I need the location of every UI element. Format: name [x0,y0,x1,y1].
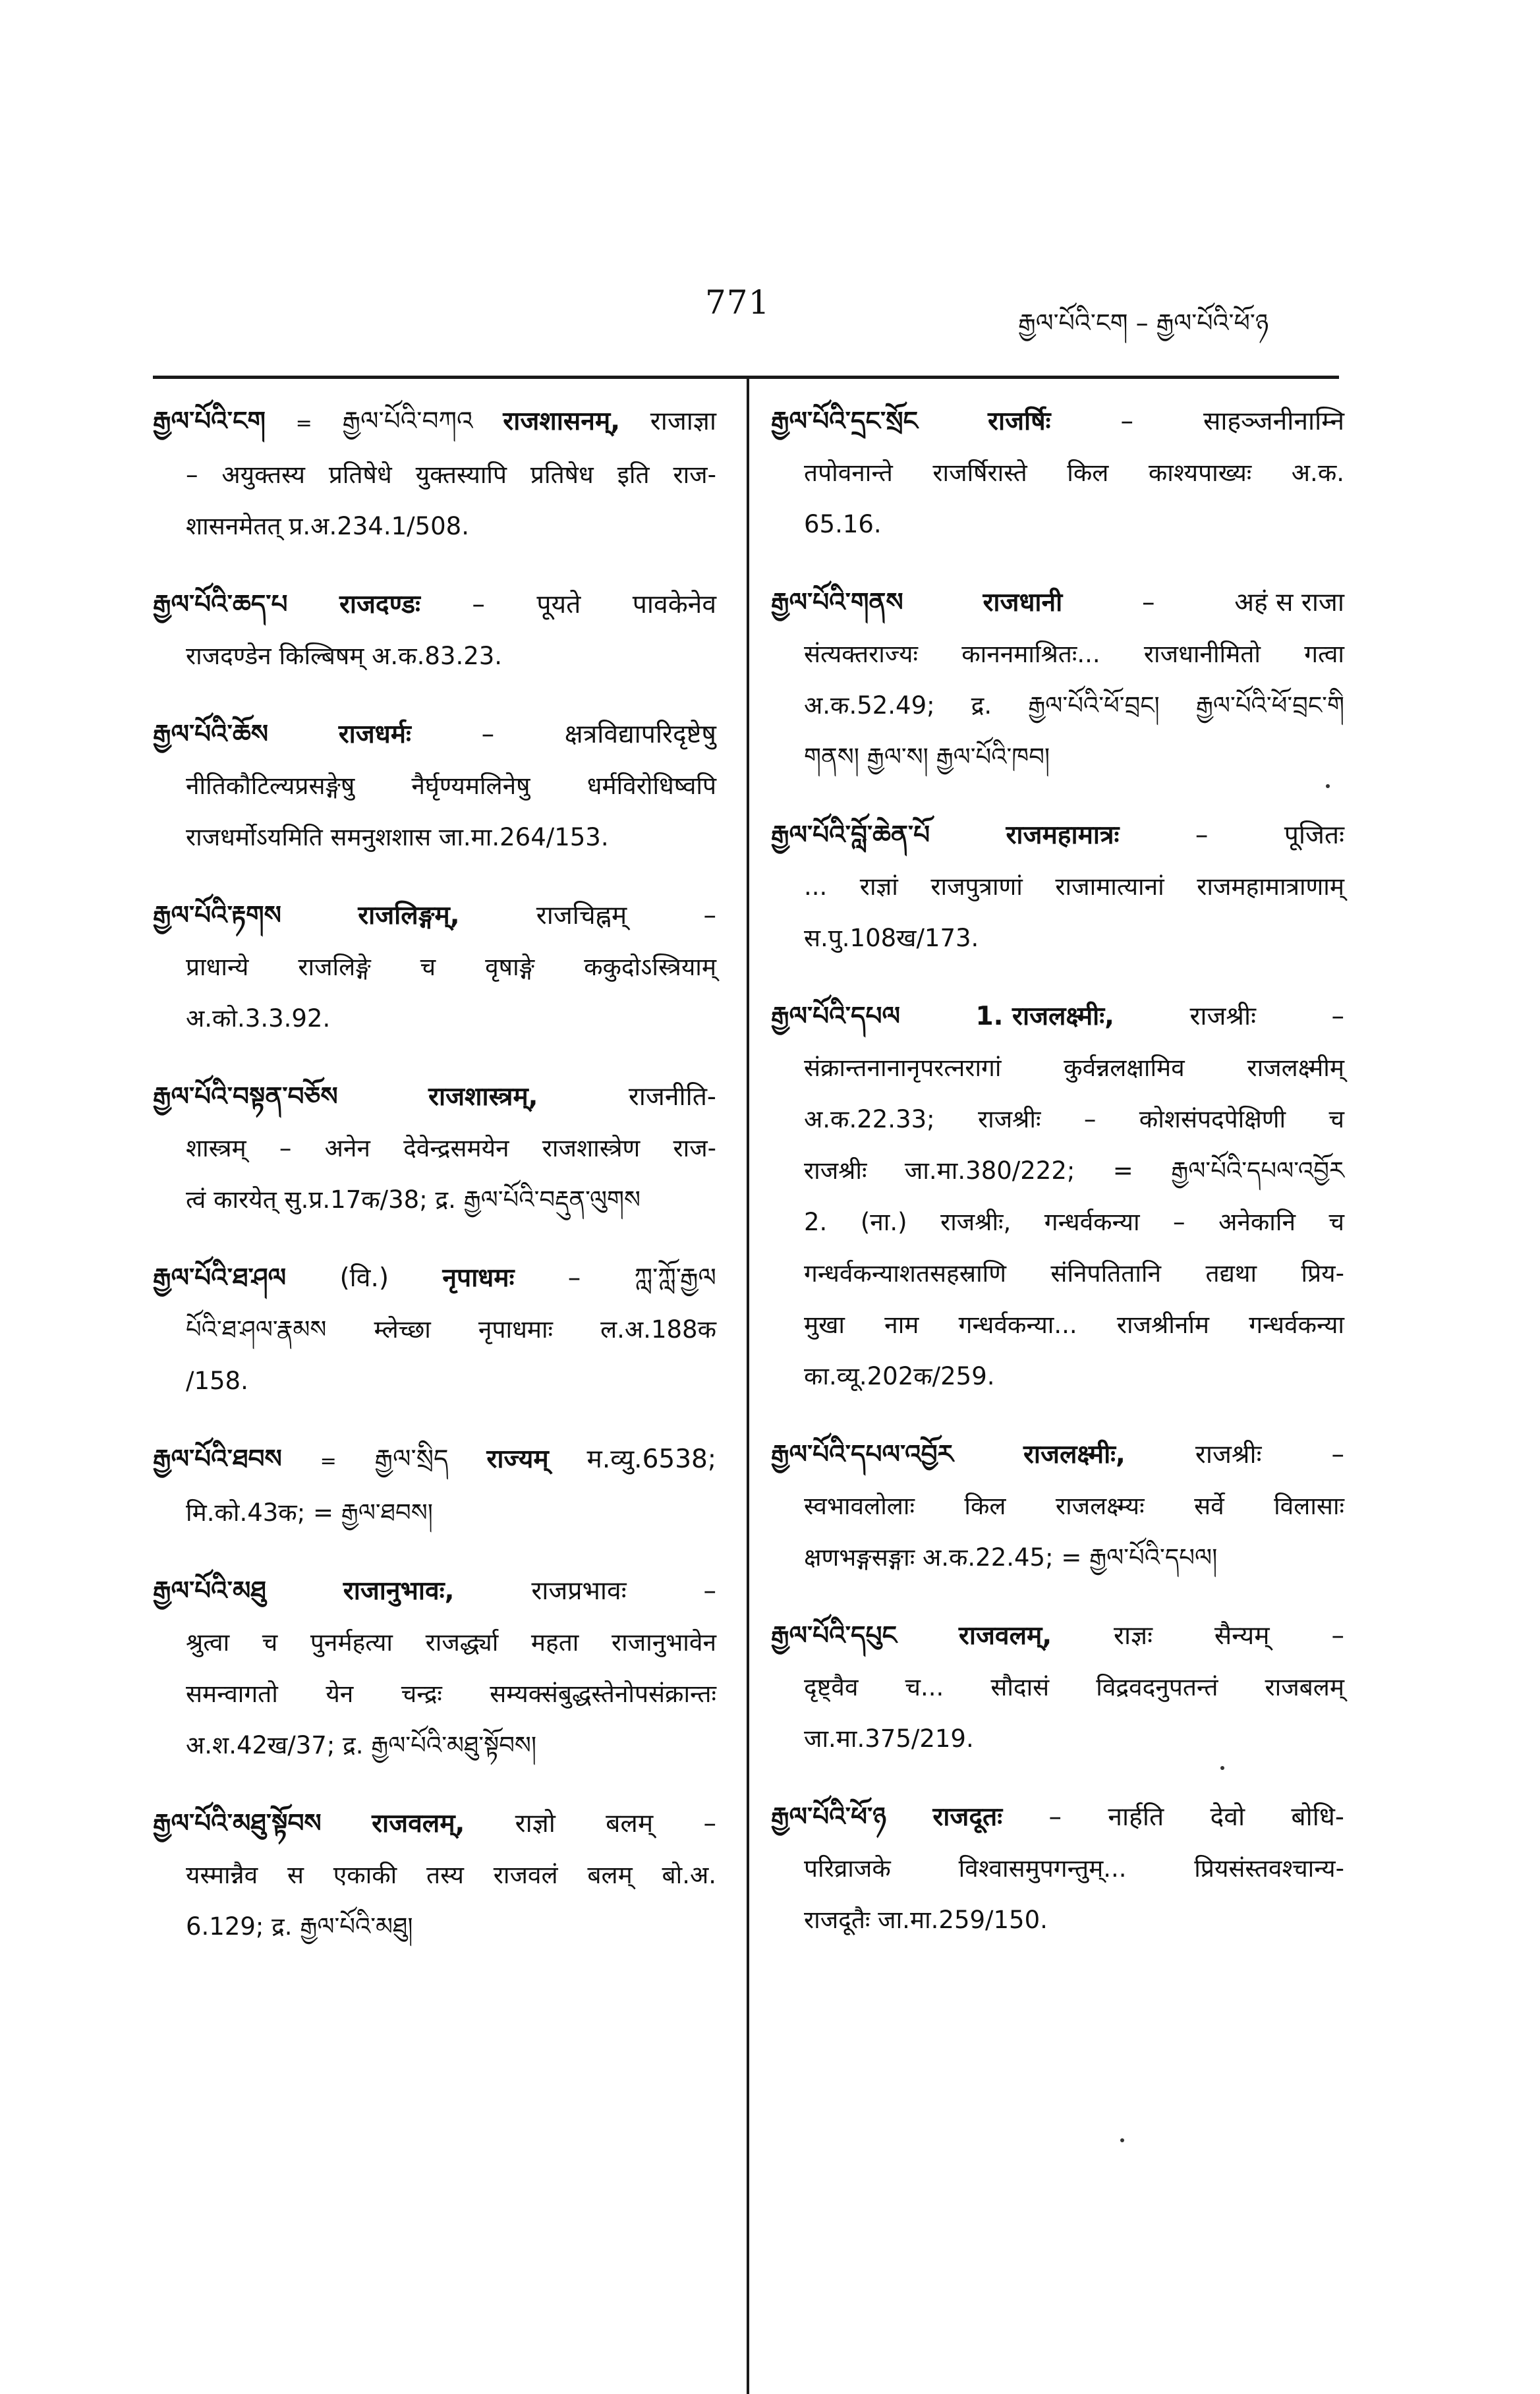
sanskrit-lemma: राजवलम्, [372,1809,465,1838]
tibetan-headword: རྒྱལ་པོའི་དཔུང [771,1620,898,1651]
sanskrit-lemma: राजधर्मः [338,720,411,749]
dictionary-entry [153,1565,716,1771]
equals-sign: = [320,1450,337,1473]
headline-token: राजाज्ञा [650,407,716,436]
dictionary-entry [153,395,716,552]
sanskrit-lemma: राजशासनम्, [503,407,621,436]
entry-text-line: शास्त्रम् – अनेन देवेन्द्रसमयेन राजशास्त्रेण राज- [186,1134,716,1162]
entry-headline [153,1798,716,1850]
dictionary-entry [771,1429,1344,1583]
headline-token: राजश्रीः [1189,1002,1257,1031]
entry-headline [153,579,716,631]
entry-headline [771,990,1344,1042]
headline-token: – [1120,407,1133,436]
entry-text-line: राजश्रीः जा.मा.380/222; = རྒྱལ་པོའི་དཔལ་འབྱོར [804,1156,1344,1185]
tibetan-equivalent: རྒྱལ་པོའི་བཀའ [342,407,473,436]
sanskrit-lemma: राजमहामात्रः [1006,820,1120,850]
tibetan-headword: རྒྱལ་པོའི་བློ་ཆེན་པོ [771,820,930,850]
entry-text-line: 65.16. [804,510,882,538]
entry-text-line: ... राज्ञां राजपुत्राणां राजामात्यानां राजमहामात्राणाम् [804,872,1344,901]
entry-text-line: तपोवनान्ते राजर्षिरास्ते किल काश्यपाख्यः अ.क. [804,459,1344,487]
right-column [771,395,1344,1972]
tibetan-headword: རྒྱལ་པོའི་ཐབས [153,1444,282,1474]
entry-headline [771,395,1344,447]
entry-text-line: /158. [186,1367,248,1395]
entry-headline [771,577,1344,629]
entry-text-line: शासनमेतत् प्र.अ.234.1/508. [186,512,469,540]
sanskrit-lemma: 1. राजलक्ष्मीः, [975,1002,1114,1031]
dictionary-entry [153,890,716,1044]
headline-token: पूजितः [1284,820,1344,850]
entry-text-line: समन्वागतो येन चन्द्रः सम्यक्संबुद्धस्तेनोपसंक्रान्तः [186,1680,716,1708]
tibetan-headword: རྒྱལ་པོའི་ཆད་པ [153,589,288,619]
tibetan-headword: རྒྱལ་པོའི་དྲང་སྲོང [771,406,919,436]
entry-headline [153,1071,716,1123]
column-divider [747,378,749,2394]
tibetan-headword: རྒྱལ་པོའི་ཐ་ཤལ [153,1263,287,1293]
entry-text-line: मुखा नाम गन्धर्वकन्या... राजश्रीर्नाम गन्धर्वकन्या [804,1311,1344,1339]
entry-text-line: प्राधान्ये राजलिङ्गे च वृषाङ्गे ककुदोऽस्त्रियाम् [186,953,716,981]
headline-token: अहं स राजा [1234,588,1344,617]
entry-text-line: राजधर्मोऽयमिति समनुशशास जा.मा.264/153. [186,823,609,851]
tibetan-equivalent: ཀླ་ཀློ་རྒྱལ [634,1263,716,1293]
entry-headline [153,708,716,760]
sanskrit-lemma: राजवलम्, [958,1621,1052,1651]
entry-text-line: 2. (ना.) राजश्रीः, गन्धर्वकन्या – अनेकानि च [804,1208,1344,1236]
entry-headline [153,1433,716,1487]
headline-token: राज्ञो [515,1809,556,1838]
headline-token: म.व्यु.6538; [586,1444,716,1474]
entry-headline [153,395,716,449]
dictionary-entry [153,1252,716,1407]
dictionary-entry [153,579,716,682]
entry-text-line: त्वं कारयेत् सु.प्र.17क/38; द्र. རྒྱལ་པོའི་བརྡུན་ལུགས [186,1185,641,1214]
sanskrit-lemma: राजर्षिः [988,407,1051,436]
tibetan-headword: རྒྱལ་པོའི་དཔལ [771,1001,901,1031]
entry-text-line: अ.को.3.3.92. [186,1004,331,1033]
entry-text-line: राजदण्डेन किल्बिषम् अ.क.83.23. [186,642,503,670]
entry-text-line: श्रुत्वा च पुनर्महत्या राजर्द्ध्या महता राजानुभावेन [186,1628,716,1657]
headline-token: – [703,1576,716,1606]
stray-dot [1220,1766,1224,1770]
headline-token: क्षत्रविद्यापरिदृष्टेषु [564,720,716,749]
dictionary-entry [153,1433,716,1539]
page-number: 771 [705,283,770,322]
headline-token: पूयते [536,590,581,619]
sanskrit-lemma: राजशास्त्रम्, [428,1082,538,1112]
entry-text-line: राजदूतैः जा.मा.259/150. [804,1906,1048,1934]
headline-token: – [703,901,716,930]
headline-token: – [481,720,495,749]
entry-headline [153,1565,716,1617]
entry-text-line: परिव्राजके विश्वासमुपगन्तुम्... प्रियसंस्तवश्चान्य- [804,1854,1344,1883]
entry-text-line: मि.को.43क; = རྒྱལ་ཐབས། [186,1498,433,1527]
header-rule [153,376,1339,379]
sanskrit-lemma: राजधानी [983,588,1063,617]
dictionary-entry [771,1791,1344,1946]
equals-sign: = [295,412,312,435]
tibetan-headword: རྒྱལ་པོའི་ཆོས [153,719,269,749]
sanskrit-lemma: राजानुभावः, [343,1576,455,1606]
sanskrit-lemma: राज्यम् [486,1444,549,1474]
headline-token: (वि.) [339,1263,389,1293]
dictionary-entry [153,708,716,863]
headline-token: सैन्यम् [1214,1621,1270,1651]
dictionary-entry [771,577,1344,783]
dictionary-entry [153,1071,716,1226]
headline-token: नार्हति [1108,1802,1164,1832]
entry-text-line: यस्मान्नैव स एकाकी तस्य राजवलं बलम् बो.अ. [186,1861,716,1889]
dictionary-entry [771,1610,1344,1765]
stray-dot [1120,2138,1124,2142]
entry-text-line: གནས། རྒྱལ་ས། རྒྱལ་པོའི་ཁབ། [804,743,1050,771]
entry-text-line: པོའི་ཐ་ཤལ་རྣམས म्लेच्छा नृपाधमाः ल.अ.188क [186,1315,716,1344]
headline-token: देवो [1210,1802,1245,1832]
entry-headline [771,1791,1344,1843]
tibetan-headword: རྒྱལ་པོའི་མཐུ [153,1576,266,1606]
entry-text-line: गन्धर्वकन्याशतसहस्राणि संनिपतितानि तद्यथा प्रिय- [804,1259,1344,1288]
entry-text-line: का.व्यू.202क/259. [804,1362,995,1390]
sanskrit-lemma: राजदूतः [932,1802,1003,1832]
dictionary-entry [771,990,1344,1402]
entry-text-line: अ.क.22.33; राजश्रीः – कोशसंपदपेक्षिणी च [804,1105,1344,1133]
left-column [153,395,716,1979]
headline-token: राजचिह्नम् [536,901,627,930]
headline-token: – [1331,1440,1344,1469]
entry-text-line: क्षणभङ्गसङ्गाः अ.क.22.45; = རྒྱལ་པོའི་དཔལ། [804,1543,1218,1572]
headline-token: – [1195,820,1209,850]
entry-text-line: नीतिकौटिल्यप्रसङ्गेषु नैर्घृण्यमलिनेषु धर्मविरोधिष्वपि [186,772,716,800]
headline-token: – [1048,1802,1062,1832]
entry-headline [771,1429,1344,1481]
tibetan-headword: རྒྱལ་པོའི་དཔལ་འབྱོར [771,1439,954,1469]
sanskrit-lemma: राजदण्डः [339,590,420,619]
entry-text-line: जा.मा.375/219. [804,1724,974,1753]
dictionary-entry [771,395,1344,550]
headline-token: साहञ्जनीनाम्नि [1203,407,1344,436]
tibetan-headword: རྒྱལ་པོའི་ངག [153,406,266,436]
entry-headline [771,1610,1344,1662]
tibetan-headword: རྒྱལ་པོའི་བསྟན་བཅོས [153,1081,338,1112]
entry-headline [153,1252,716,1304]
headline-token: राजश्रीः [1195,1440,1262,1469]
headline-token: राजप्रभावः [531,1576,627,1606]
dictionary-entry [771,809,1344,964]
headline-token: पावकेनेव [632,590,716,619]
tibetan-headword: རྒྱལ་པོའི་རྟགས [153,900,281,930]
tibetan-headword: རྒྱལ་པོའི་མཐུ་སྟོབས [153,1808,322,1838]
entry-text-line: दृष्ट्वैव च... सौदासं विद्रवदनुपतन्तं राजबलम् [804,1673,1344,1701]
headline-token: – [472,590,485,619]
sanskrit-lemma: नृपाधमः [442,1263,515,1293]
entry-text-line: संत्यक्तराज्यः काननमाश्रितः... राजधानीमितो गत्वा [804,640,1344,668]
headline-token: बोधि- [1291,1802,1344,1832]
headline-token: – [1331,1002,1344,1031]
stray-dot [1326,784,1330,788]
entry-text-line: स.पु.108ख/173. [804,924,979,952]
entry-headline [153,890,716,942]
tibetan-equivalent: རྒྱལ་སྲིད [374,1444,449,1474]
sanskrit-lemma: राजलिङ्गम्, [358,901,460,930]
tibetan-headword: རྒྱལ་པོའི་གནས [771,587,903,617]
entry-text-line: – अयुक्तस्य प्रतिषेधे युक्तस्यापि प्रतिषेध इति राज- [186,461,716,489]
entry-text-line: अ.श.42ख/37; द्र. རྒྱལ་པོའི་མཐུ་སྟོབས། [186,1731,537,1759]
headline-token: बलम् [606,1809,654,1838]
entry-text-line: 6.129; द्र. རྒྱལ་པོའི་མཐུ། [186,1912,413,1941]
dictionary-entry [153,1798,716,1952]
headline-token: – [703,1809,716,1838]
entry-text-line: स्वभावलोलाः किल राजलक्ष्म्यः सर्वे विलासाः [804,1492,1344,1520]
headline-token: राजनीति- [628,1082,716,1112]
tibetan-headword: རྒྱལ་པོའི་ཕོ་ཉ [771,1802,886,1832]
entry-text-line: अ.क.52.49; द्र. རྒྱལ་པོའི་ཕོ་བྲང། རྒྱལ་པོའི་ཕོ་བྲང་གི [804,691,1344,720]
headline-token: राज्ञः [1114,1621,1153,1651]
headline-token: – [1331,1621,1344,1651]
entry-headline [771,809,1344,861]
headline-token: – [567,1263,581,1293]
headline-token: – [1142,588,1155,617]
entry-text-line: संक्रान्तनानानृपरत्नरागां कुर्वन्नलक्षामिव राजलक्ष्मीम् [804,1054,1344,1082]
sanskrit-lemma: राजलक्ष्मीः, [1023,1440,1126,1469]
running-head: རྒྱལ་པོའི་ངག – རྒྱལ་པོའི་ཕོ་ཉ [1018,308,1269,337]
